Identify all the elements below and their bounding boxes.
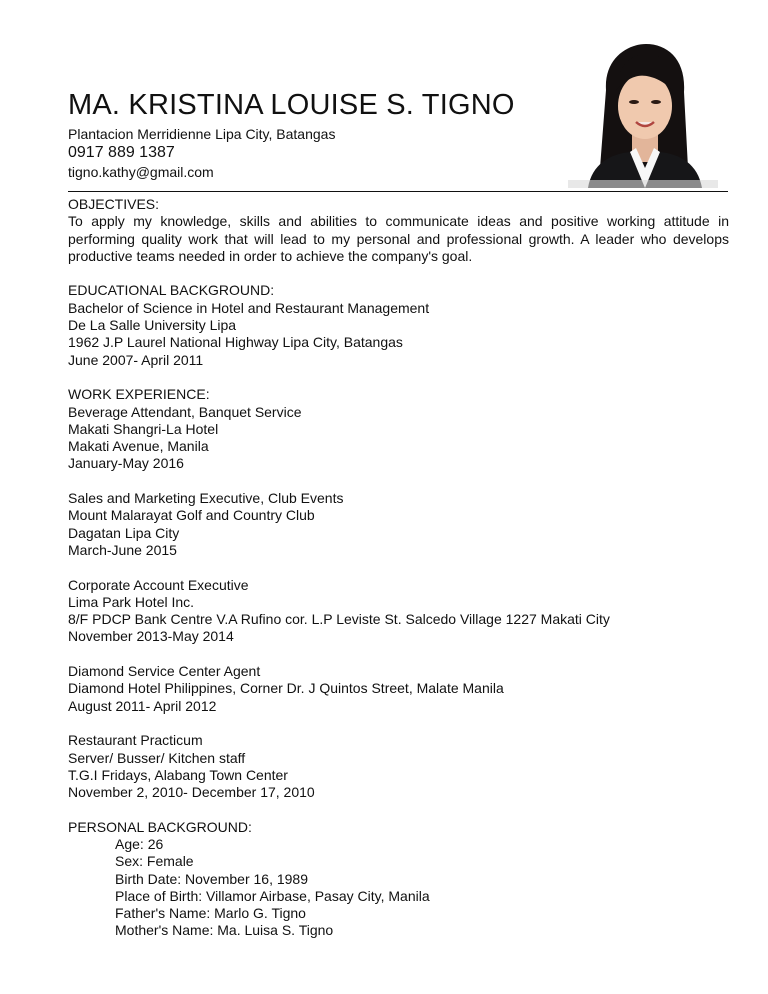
- job-title: Diamond Service Center Agent: [68, 663, 261, 680]
- objectives-heading: OBJECTIVES:: [68, 196, 160, 212]
- work-entry: [68, 732, 729, 801]
- resume-body: [68, 196, 729, 957]
- job-dates: November 2013-May 2014: [68, 628, 234, 645]
- resume-header: [68, 88, 548, 181]
- job-company: Lima Park Hotel Inc.: [68, 593, 195, 610]
- applicant-address: Plantacion Merridienne Lipa City, Batangas: [68, 126, 336, 142]
- applicant-name: MA. KRISTINA LOUISE S. TIGNO: [68, 89, 515, 121]
- education-address: 1962 J.P Laurel National Highway Lipa City, Batangas: [68, 334, 403, 351]
- job-dates: August 2011- April 2012: [68, 697, 217, 714]
- education-dates: June 2007- April 2011: [68, 351, 204, 368]
- job-dates: January-May 2016: [68, 455, 184, 472]
- applicant-phone: 0917 889 1387: [68, 144, 175, 161]
- portrait-illustration: [568, 40, 718, 188]
- job-company: Mount Malarayat Golf and Country Club: [68, 507, 315, 524]
- education-heading: EDUCATIONAL BACKGROUND:: [68, 282, 275, 299]
- personal-age: Age: 26: [115, 835, 164, 852]
- job-company: Diamond Hotel Philippines, Corner Dr. J Quintos Street, Malate Manila: [68, 680, 504, 697]
- job-dates: March-June 2015: [68, 541, 177, 558]
- job-title: Beverage Attendant, Banquet Service: [68, 403, 302, 420]
- objectives-text: To apply my knowledge, skills and abilities to communicate ideas and positive working attitude in performing quality work that will lead to my personal and professional growth. A leader who develops productive teams needed in order to achieve the company's goal.: [68, 213, 729, 264]
- personal-sex: Sex: Female: [115, 853, 194, 870]
- personal-birth-date: Birth Date: November 16, 1989: [115, 870, 308, 887]
- objectives-section: [68, 196, 729, 265]
- job-location: 8/F PDCP Bank Centre V.A Rufino cor. L.P Leviste St. Salcedo Village 1227 Makati City: [68, 611, 610, 628]
- job-title: Sales and Marketing Executive, Club Events: [68, 490, 344, 507]
- applicant-email: tigno.kathy@gmail.com: [68, 164, 214, 180]
- personal-section: [68, 819, 729, 940]
- job-company: T.G.I Fridays, Alabang Town Center: [68, 766, 288, 783]
- education-degree: Bachelor of Science in Hotel and Restaurant Management: [68, 299, 430, 316]
- job-location: Dagatan Lipa City: [68, 524, 180, 541]
- personal-mother: Mother's Name: Ma. Luisa S. Tigno: [115, 922, 334, 939]
- applicant-photo: [568, 40, 718, 188]
- work-entry: [68, 577, 729, 646]
- work-heading: WORK EXPERIENCE:: [68, 386, 210, 403]
- job-dates: November 2, 2010- December 17, 2010: [68, 784, 315, 801]
- job-company: Makati Shangri-La Hotel: [68, 420, 219, 437]
- header-divider: [68, 191, 728, 192]
- job-title: Restaurant Practicum: [68, 732, 203, 749]
- personal-heading: PERSONAL BACKGROUND:: [68, 818, 252, 835]
- work-entry: [68, 663, 729, 715]
- job-location: Makati Avenue, Manila: [68, 438, 209, 455]
- work-entry: [68, 490, 729, 559]
- personal-birth-place: Place of Birth: Villamor Airbase, Pasay City, Manila: [115, 887, 430, 904]
- education-school: De La Salle University Lipa: [68, 317, 237, 334]
- job-role: Server/ Busser/ Kitchen staff: [68, 749, 246, 766]
- education-section: [68, 282, 729, 368]
- personal-father: Father's Name: Marlo G. Tigno: [115, 905, 306, 922]
- job-title: Corporate Account Executive: [68, 576, 249, 593]
- work-entry: [68, 386, 729, 472]
